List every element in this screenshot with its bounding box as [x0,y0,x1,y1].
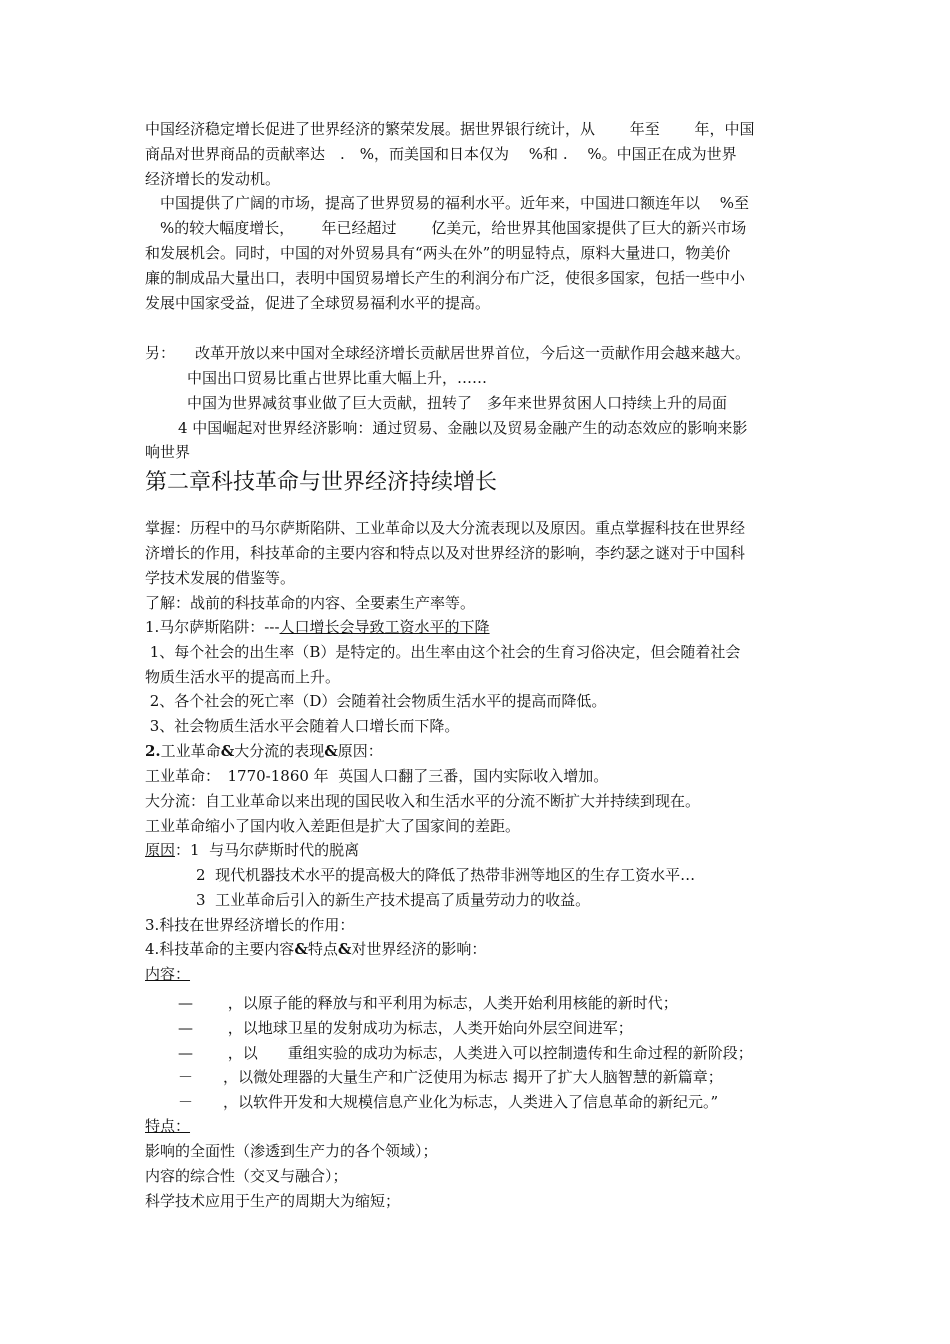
content-item1: — ，以原子能的释放与和平利用为标志，人类开始利用核能的新时代； [178,994,678,1012]
section1-item1-cont: 物质生活水平的提高而上升。 [145,668,341,686]
understand-line: 了解：战前的科技革命的内容、全要素生产率等。 [145,594,476,612]
reason-line1 [145,841,359,859]
para2-line1: 中国提供了广阔的市场，提高了世界贸易的福利水平。近年来，中国进口额连年以 %至 [145,194,750,212]
master-line3: 学技术发展的借鉴等。 [145,569,296,587]
features-label: 特点： [145,1117,191,1135]
great-divergence-line: 大分流：自工业革命以来出现的国民收入和生活水平的分流不断扩大并持续到现在。 [145,792,701,810]
reason-label: 原因 [145,841,176,859]
section4-amp2: & [337,940,352,958]
section1-heading [145,618,490,636]
section2-amp1: & [220,742,235,760]
master-line1: 掌握：历程中的马尔萨斯陷阱、工业革命以及大分流表现以及原因。重点掌握科技在世界经 [145,519,746,537]
another-line1: 改革开放以来中国对全球经济增长贡献居世界首位，今后这一贡献作用会越来越大。 [195,344,751,362]
para2-line2: %的较大幅度增长， 年已经超过 亿美元，给世界其他国家提供了巨大的新兴市场 [145,219,747,237]
section4-t1: 4.科技革命的主要内容 [145,940,295,958]
section1-item3: 3、社会物质生活水平会随着人口增长而下降。 [145,717,460,735]
content-item4: － ，以微处理器的大量生产和广泛使用为标志 揭开了扩大人脑智慧的新篇章； [178,1068,723,1086]
section2-amp2: & [324,742,338,760]
section3-heading: 3.科技在世界经济增长的作用： [145,916,355,934]
section1-prefix: 1.马尔萨斯陷阱：--- [145,618,280,636]
section4-heading [145,940,486,958]
reason-1: ：1 与马尔萨斯时代的脱离 [175,841,360,859]
another-line4: 4 中国崛起对世界经济影响：通过贸易、金融以及贸易金融产生的动态效应的影响来影 [178,419,748,437]
master-line2: 济增长的作用，科技革命的主要内容和特点以及对世界经济的影响，李约瑟之谜对于中国科 [145,544,746,562]
reason-line3: 3 工业革命后引入的新生产技术提高了质量劳动力的收益。 [196,891,591,909]
another-line3: 中国为世界减贫事业做了巨大贡献，扭转了 多年来世界贫困人口持续上升的局面 [187,394,728,412]
feature-3: 科学技术应用于生产的周期大为缩短； [145,1192,401,1210]
feature-1: 影响的全面性（渗透到生产力的各个领域）； [145,1142,438,1160]
para1-line2: 商品对世界商品的贡献率达 . %，而美国和日本仅为 %和 . %。中国正在成为世界 [145,145,737,163]
section4-amp1: & [294,940,308,958]
reason-line2: 2 现代机器技术水平的提高极大的降低了热带非洲等地区的生存工资水平… [196,866,696,884]
another-label: 另： [145,344,176,362]
section1-underlined: 人口增长会导致工资水平的下降 [279,618,490,636]
gap-line: 工业革命缩小了国内收入差距但是扩大了国家间的差距。 [145,817,521,835]
content-item3: — ，以 重组实验的成功为标志，人类进入可以控制遗传和生命过程的新阶段； [178,1044,753,1062]
section1-item1: 1、每个社会的出生率（B）是特定的。出生率由这个社会的生育习俗决定，但会随着社会 [145,643,741,661]
section2-t1: 工业革命 [160,742,221,760]
section4-t2: 特点 [307,940,338,958]
feature-2: 内容的综合性（交叉与融合）； [145,1167,348,1185]
chapter-title: 第二章科技革命与世界经济持续增长 [145,470,498,495]
another-line2: 中国出口贸易比重占世界比重大幅上升，…… [187,369,488,387]
content-item2: — ，以地球卫星的发射成功为标志，人类开始向外层空间进军； [178,1019,633,1037]
para2-line3: 和发展机会。同时，中国的对外贸易具有“两头在外”的明显特点，原料大量进口，物美价 [145,244,731,262]
content-item5: － ，以软件开发和大规模信息产业化为标志，人类进入了信息革命的新纪元。” [178,1093,719,1111]
para1-line1: 中国经济稳定增长促进了世界经济的繁荣发展。据世界银行统计，从 年至 年，中国 [145,120,755,138]
para2-line5: 发展中国家受益，促进了全球贸易福利水平的提高。 [145,294,491,312]
section4-t3: 对世界经济的影响： [351,940,487,958]
section2-t3: 原因： [337,742,383,760]
content-label: 内容： [145,965,191,983]
another-line5: 响世界 [145,443,191,461]
section1-item2: 2、各个社会的死亡率（D）会随着社会物质生活水平的提高而降低。 [145,692,607,710]
industrial-revolution-line: 工业革命： 1770-1860 年 英国人口翻了三番，国内实际收入增加。 [145,767,609,785]
section2-t2: 大分流的表现 [234,742,325,760]
para2-line4: 廉的制成品大量出口，表明中国贸易增长产生的利润分布广泛，使很多国家，包括一些中小 [145,269,746,287]
section2-heading [145,742,383,760]
para1-line3: 经济增长的发动机。 [145,170,281,188]
section2-num: 2. [145,742,161,760]
